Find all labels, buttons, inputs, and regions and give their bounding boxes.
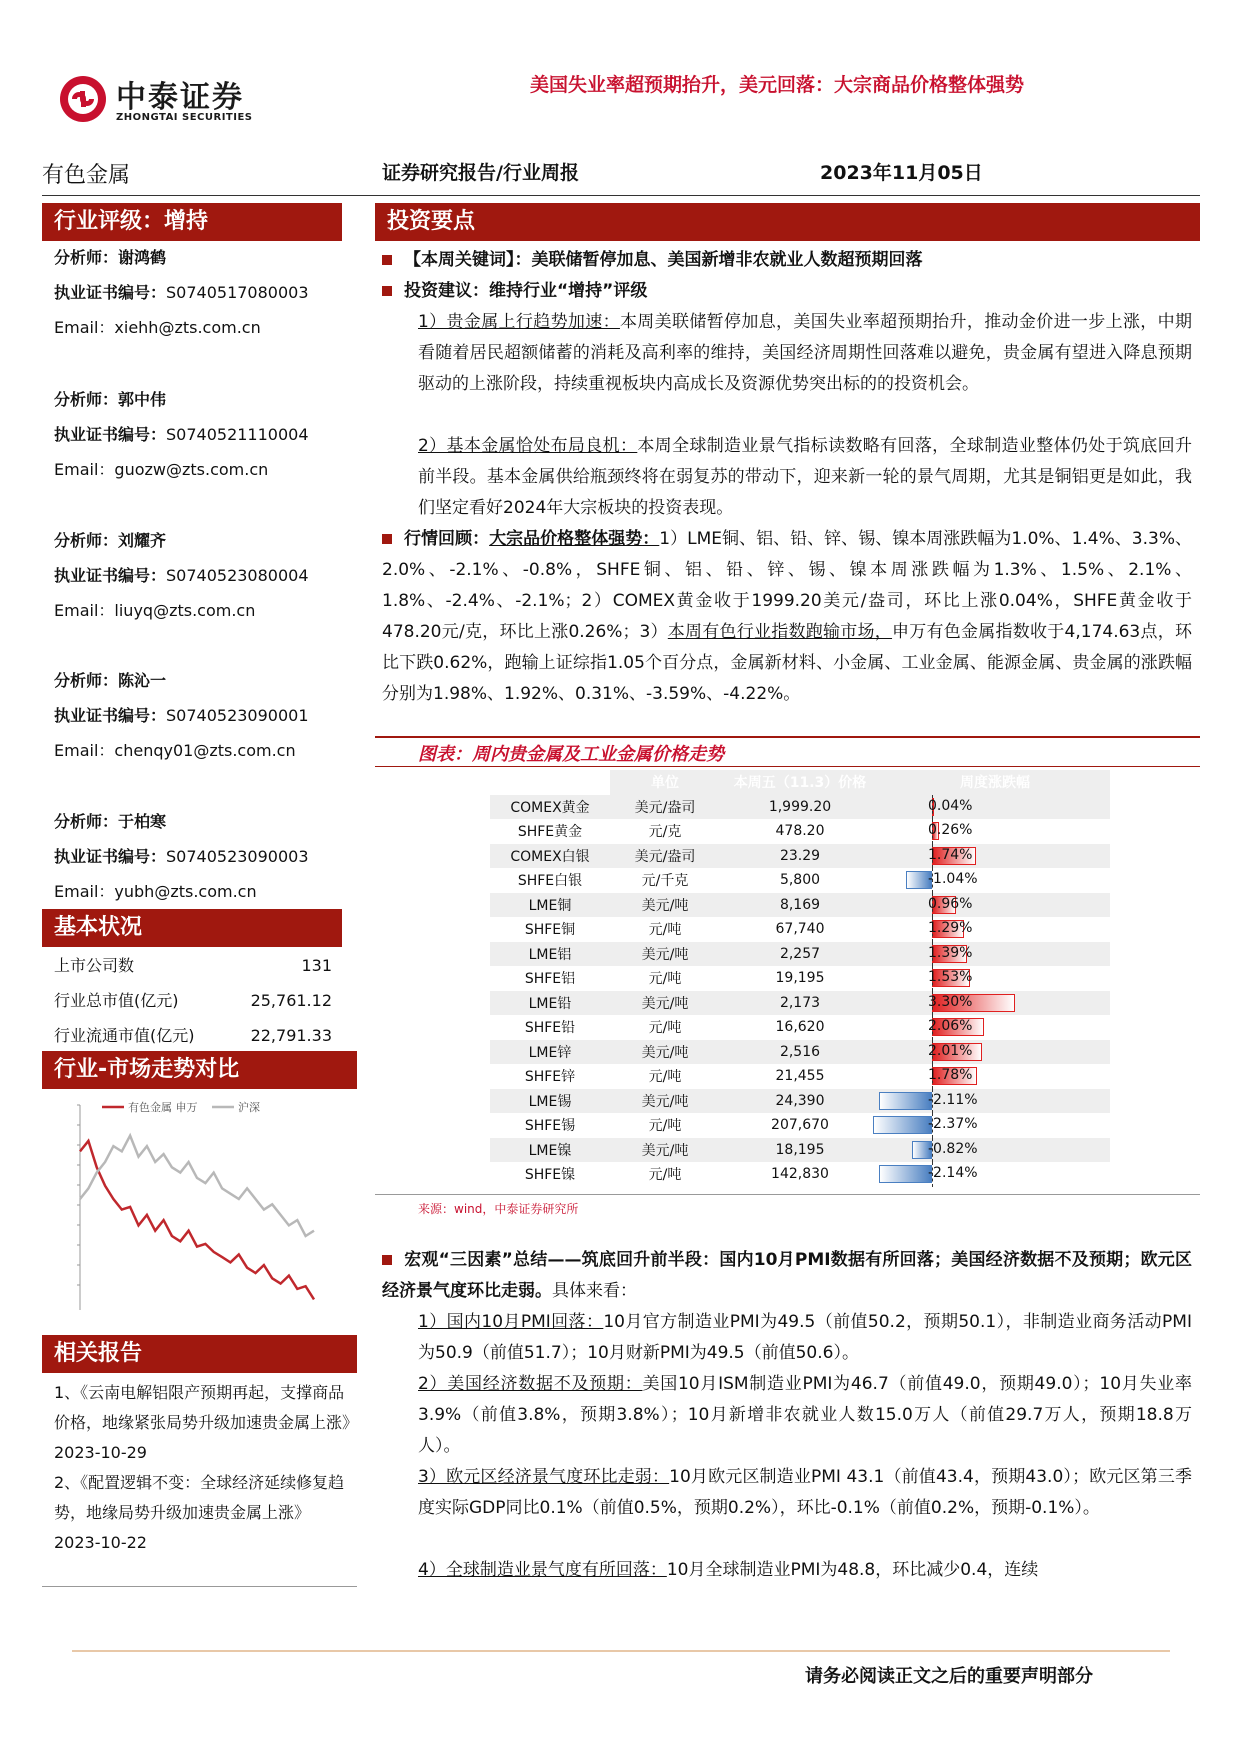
table-row [490, 795, 1110, 820]
metal-name: SHFE白银 [517, 873, 583, 890]
advice: 投资建议：维持行业“增持”评级 [382, 276, 1192, 307]
metal-price: 478.20 [775, 823, 825, 840]
metal-price: 67,740 [775, 921, 825, 938]
rating-title: 行业评级：增持 [42, 203, 342, 241]
report-headline: 美国失业率超预期抬升，美元回落：大宗商品价格整体强势 [530, 74, 1025, 96]
logo-en: ZHONGTAI SECURITIES [116, 112, 253, 123]
change-label: 2.06% [928, 1018, 973, 1034]
analyst-email[interactable]: Email：guozw@zts.com.cn [54, 460, 269, 479]
basic-row: 行业流通市值(亿元) 22,791.33 [54, 1026, 332, 1045]
metal-unit: 美元/吨 [610, 1089, 720, 1114]
table-row [490, 1138, 1110, 1163]
change-label: -0.82% [928, 1140, 978, 1157]
analyst-cert: 执业证书编号：S0740523090003 [54, 847, 309, 866]
metal-change-cell [880, 1040, 1110, 1065]
analyst-name: 分析师：谢鸿鹤 [54, 248, 167, 267]
metal-price: 2,257 [720, 942, 880, 967]
metal-unit: 元/吨 [648, 1020, 682, 1037]
metal-name: SHFE铅 [524, 1020, 576, 1037]
advice-point-1: 1）贵金属上行趋势加速：本周美联储暂停加息，美国失业率超预期抬升，推动金价进一步上涨，中期看随着居民超额储蓄的消耗及高利率的维持，美国经济周期性回落难以避免，贵金属有望进入降息预期驱动的上涨阶段，持续重视板块内高成长及资源优势突出标的的投资机会。 [418, 312, 1192, 394]
metal-price: 207,670 [771, 1117, 829, 1134]
change-label: 0.04% [928, 797, 973, 814]
table-row [490, 917, 1110, 942]
change-bar [879, 1092, 932, 1110]
metal-unit: 元/千克 [641, 873, 689, 890]
basic-info-title: 基本状况 [42, 909, 342, 947]
metal-name: COMEX黄金 [490, 795, 610, 820]
table-row [490, 966, 1110, 991]
metal-change-cell [880, 942, 1110, 967]
change-label: 2.01% [928, 1042, 973, 1059]
table-row [490, 1089, 1110, 1114]
macro-point-1: 1）国内10月PMI回落：10月官方制造业PMI为49.5（前值50.2，预期50.1），非制造业商务活动PMI为50.9（前值51.7）；10月财新PMI为49.5（前值50.6）。 [418, 1312, 1192, 1363]
table-bottom-rule [375, 1194, 1200, 1195]
table-top-rule [375, 736, 1200, 738]
table-row [490, 893, 1110, 918]
table-row [490, 942, 1110, 967]
series-line [80, 1141, 314, 1300]
table-row [490, 1162, 1110, 1187]
related-title: 相关报告 [42, 1335, 357, 1373]
metal-price: 21,455 [775, 1068, 825, 1085]
analyst-block [54, 245, 344, 350]
metal-unit: 美元/盎司 [610, 844, 720, 869]
metal-change-cell [880, 844, 1110, 869]
basic-row: 行业总市值(亿元) 25,761.12 [54, 991, 332, 1010]
change-label: -2.14% [928, 1165, 978, 1181]
change-label: -2.11% [928, 1091, 978, 1108]
basic-row: 上市公司数 131 [54, 956, 332, 975]
metal-unit: 元/克 [648, 824, 682, 841]
table-header: 本周五（11.3）价格 [720, 770, 880, 795]
metal-unit: 美元/吨 [610, 893, 720, 918]
analyst-cert: 执业证书编号：S0740523080004 [54, 566, 309, 585]
metal-change-cell [880, 893, 1110, 918]
metal-price: 2,173 [720, 991, 880, 1016]
metal-change-cell [880, 1138, 1110, 1163]
report-type: 证券研究报告/行业周报 [382, 162, 579, 184]
footer-rule [72, 1650, 1170, 1652]
macro-point-2: 2）美国经济数据不及预期：美国10月ISM制造业PMI为46.7（前值49.0，预期49.0）；10月失业率3.9%（前值3.8%，预期3.8%）；10月新增非农就业人数15.0万人（前值29.7万人，预期18.8万人）。 [418, 1374, 1192, 1456]
change-label: -2.37% [928, 1116, 978, 1132]
metal-name: SHFE镍 [524, 1167, 576, 1184]
bullet-icon [382, 255, 392, 265]
metal-unit: 美元/吨 [610, 942, 720, 967]
bullet-icon [382, 286, 392, 296]
metal-unit: 元/吨 [648, 1069, 682, 1086]
industry-name: 有色金属 [42, 163, 131, 188]
header-divider [42, 195, 1200, 196]
metal-change-cell [880, 991, 1110, 1016]
market-review: 行情回顾：大宗品价格整体强势：1）LME铜、铝、铅、锌、锡、镍本周涨跌幅为1.0%、1.4%、3.3%、2.0%、-2.1%、-0.8%，SHFE铜、铝、铅、锌、锡、镍本周涨跌幅为1.3%、1.5%、2.1%、1.8%、-2.4%、-2.1%；2）COMEX黄金收于1999.20美元/盎司，环比上涨0.04%，SHFE黄金收于478.20元/克，环比上涨0.26%；3）本周有色行业指数跑输市场，申万有色金属指数收于4,174.63点，环比下跌0.62%，跑输上证综指1.05个百分点，金属新材料、小金属、工业金属、能源金属、贵金属的涨跌幅分别为1.98%、1.92%、0.31%、-3.59%、-4.22%。 [382, 529, 1193, 704]
series-line [80, 1136, 314, 1236]
change-label: 1.29% [928, 920, 973, 936]
table-row [490, 1040, 1110, 1065]
metal-name: LME铅 [490, 991, 610, 1016]
logo-cn: 中泰证券 [116, 80, 244, 115]
metal-name: SHFE锌 [524, 1069, 576, 1086]
basic-info-table [42, 948, 342, 1053]
metal-price: 142,830 [771, 1166, 829, 1183]
metal-unit: 美元/吨 [610, 991, 720, 1016]
metal-name: LME锡 [490, 1089, 610, 1114]
keywords: 【本周关键词】：美联储暂停加息、美国新增非农就业人数超预期回落 [382, 245, 1192, 276]
analyst-email[interactable]: Email：xiehh@zts.com.cn [54, 318, 261, 337]
metal-price: 18,195 [720, 1138, 880, 1163]
key-points-title: 投资要点 [375, 203, 1200, 241]
metal-name: SHFE黄金 [517, 824, 583, 841]
price-table-body [490, 795, 1110, 1187]
change-bar [879, 1165, 933, 1183]
metal-price: 5,800 [779, 872, 821, 889]
analyst-block [54, 387, 344, 492]
table-row [490, 1113, 1110, 1138]
related-report[interactable]: 2、《配置逻辑不变：全球经济延续修复趋势，地缘局势升级加速贵金属上涨》2023-10-22 [54, 1473, 345, 1552]
metal-price: 19,195 [775, 970, 825, 987]
metal-unit: 美元/盎司 [610, 795, 720, 820]
legend-label: 有色金属 申万 [128, 1101, 198, 1114]
report-date: 2023年11月05日 [820, 162, 983, 184]
table-row [490, 991, 1110, 1016]
metal-name: COMEX白银 [490, 844, 610, 869]
trend-title: 行业-市场走势对比 [42, 1051, 357, 1089]
metal-change-cell [880, 819, 1110, 844]
trend-chart-svg [42, 1095, 357, 1325]
table-row [490, 844, 1110, 869]
change-bar [873, 1116, 932, 1134]
change-label: 0.26% [928, 822, 973, 838]
metal-price: 16,620 [775, 1019, 825, 1036]
table-title-rule [375, 766, 1200, 767]
analyst-cert: 执业证书编号：S0740517080003 [54, 283, 309, 302]
analyst-block [54, 668, 344, 773]
table-header: 周度涨跌幅 [880, 770, 1110, 795]
metal-name: SHFE铝 [524, 971, 576, 988]
change-label: -1.04% [928, 871, 978, 887]
metal-change-cell [880, 795, 1110, 820]
metal-price: 2,516 [720, 1040, 880, 1065]
change-label: 1.74% [928, 846, 973, 863]
table-row [490, 1064, 1110, 1089]
metal-change-cell [880, 1162, 1110, 1187]
company-logo [58, 68, 278, 132]
sidebar-divider [42, 1586, 357, 1587]
macro-summary: 宏观“三因素”总结——筑底回升前半段：国内10月PMI数据有所回落；美国经济数据不及预期；欧元区经济景气度环比走弱。具体来看： [382, 1250, 1192, 1301]
table-header: 单位 [610, 770, 720, 795]
metal-price: 8,169 [720, 893, 880, 918]
metal-name: LME镍 [490, 1138, 610, 1163]
metal-name: LME锌 [490, 1040, 610, 1065]
analyst-email[interactable]: Email：liuyq@zts.com.cn [54, 601, 256, 620]
logo-icon [58, 74, 108, 124]
bullet-icon [382, 1255, 392, 1265]
change-label: 0.96% [928, 895, 973, 912]
advice-point-2: 2）基本金属恰处布局良机：本周全球制造业景气指标读数略有回落，全球制造业整体仍处于筑底回升前半段。基本金属供给瓶颈终将在弱复苏的带动下，迎来新一轮的景气周期，尤其是铜铝更是如此，我们坚定看好2024年大宗板块的投资表现。 [418, 436, 1193, 518]
analyst-email[interactable]: Email：yubh@zts.com.cn [54, 882, 257, 901]
bullet-icon [382, 534, 392, 544]
footer-disclaimer: 请务必阅读正文之后的重要声明部分 [805, 1666, 1093, 1687]
metal-change-cell [880, 966, 1110, 991]
legend-label: 沪深 [238, 1101, 260, 1114]
metal-name: SHFE锡 [524, 1118, 576, 1135]
metal-unit: 美元/吨 [610, 1138, 720, 1163]
metal-change-cell [880, 1064, 1110, 1089]
metal-change-cell [880, 1015, 1110, 1040]
metal-change-cell [880, 1089, 1110, 1114]
analyst-block [54, 528, 344, 633]
macro-point-4: 4）全球制造业景气度有所回落：10月全球制造业PMI为48.8，环比减少0.4，连续 [418, 1560, 1039, 1580]
table-title: 图表：周内贵金属及工业金属价格走势 [418, 744, 724, 765]
related-report[interactable]: 1、《云南电解铝限产预期再起，支撑商品价格，地缘紧张局势升级加速贵金属上涨》2023-10-29 [54, 1383, 351, 1462]
analyst-cert: 执业证书编号：S0740523090001 [54, 706, 309, 725]
metal-unit: 元/吨 [648, 1167, 682, 1184]
analyst-name: 分析师：于柏寒 [54, 812, 167, 831]
change-label: 1.78% [928, 1067, 973, 1083]
table-row [490, 868, 1110, 893]
table-row [490, 819, 1110, 844]
metal-name: LME铝 [490, 942, 610, 967]
change-label: 1.53% [928, 969, 973, 985]
metal-name: LME铜 [490, 893, 610, 918]
metal-name: SHFE铜 [524, 922, 576, 939]
change-label: 1.39% [928, 944, 973, 961]
analyst-name: 分析师：陈沁一 [54, 671, 167, 690]
metal-unit: 元/吨 [648, 1118, 682, 1135]
metal-unit: 元/吨 [648, 971, 682, 988]
metal-unit: 美元/吨 [610, 1040, 720, 1065]
metal-change-cell [880, 917, 1110, 942]
macro-point-3: 3）欧元区经济景气度环比走弱：10月欧元区制造业PMI 43.1（前值43.4，预期43.0）；欧元区第三季度实际GDP同比0.1%（前值0.5%，预期0.2%），环比-0.1%（前值0.2%，预期-0.1%）。 [418, 1467, 1192, 1518]
price-table-wrap [490, 770, 1110, 1187]
analyst-name: 分析师：刘耀齐 [54, 531, 167, 550]
analyst-block [54, 809, 344, 914]
analyst-cert: 执业证书编号：S0740521110004 [54, 425, 309, 444]
trend-chart [42, 1095, 357, 1325]
change-label: 3.30% [928, 993, 973, 1010]
metal-change-cell [880, 868, 1110, 893]
analyst-name: 分析师：郭中伟 [54, 390, 167, 409]
metal-price: 23.29 [720, 844, 880, 869]
table-header-blank [490, 770, 610, 795]
price-table [490, 770, 1110, 1187]
metal-price: 1,999.20 [720, 795, 880, 820]
metal-unit: 元/吨 [648, 922, 682, 939]
metal-change-cell [880, 1113, 1110, 1138]
related-list [54, 1378, 354, 1558]
table-source: 来源：wind，中泰证券研究所 [418, 1202, 579, 1216]
table-row [490, 1015, 1110, 1040]
metal-price: 24,390 [720, 1089, 880, 1114]
analyst-email[interactable]: Email：chenqy01@zts.com.cn [54, 741, 296, 760]
